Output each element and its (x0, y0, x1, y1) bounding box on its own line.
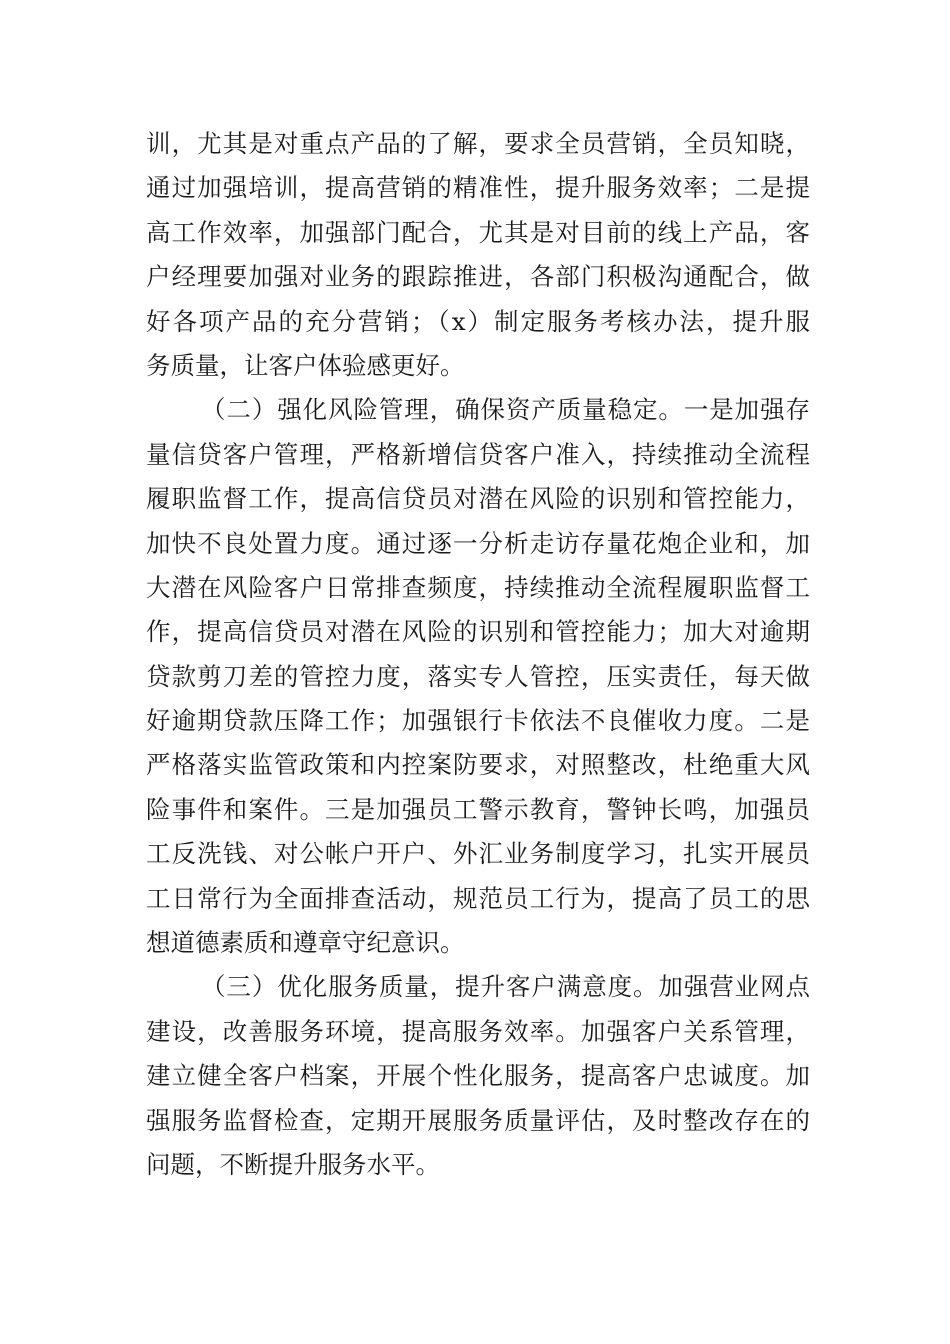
text-line: 问题，不断提升服务水平。 (146, 1149, 440, 1179)
text-line: 量信贷客户管理，严格新增信贷客户准入，持续推动全流程 (146, 439, 810, 469)
text-line: 强服务监督检查，定期开展服务质量评估，及时整改存在的 (146, 1105, 810, 1135)
text-line: 工日常行为全面排查活动，规范员工行为，提高了员工的思 (146, 883, 810, 913)
text-line: 户经理要加强对业务的跟踪推进，各部门积极沟通配合，做 (146, 262, 810, 292)
text-line: 工反洗钱、对公帐户开户、外汇业务制度学习，扎实开展员 (146, 839, 810, 869)
text-line: 好逾期贷款压降工作；加强银行卡依法不良催收力度。二是 (146, 706, 810, 736)
text-line: 大潜在风险客户日常排查频度，持续推动全流程履职监督工 (146, 572, 810, 602)
paragraph-2 (146, 388, 810, 965)
text-line: 履职监督工作，提高信贷员对潜在风险的识别和管控能力， (146, 484, 810, 514)
text-line: 想道德素质和遵章守纪意识。 (146, 928, 465, 958)
text-line: 贷款剪刀差的管控力度，落实专人管控，压实责任，每天做 (146, 661, 810, 691)
text-line: 建设，改善服务环境，提高服务效率。加强客户关系管理， (146, 1016, 810, 1046)
document-body (146, 122, 810, 1187)
text-line: 作，提高信贷员对潜在风险的识别和管控能力；加大对逾期 (146, 617, 810, 647)
text-line: 加快不良处置力度。通过逐一分析走访存量花炮企业和，加 (146, 528, 810, 558)
text-line: 训，尤其是对重点产品的了解，要求全员营销，全员知晓， (146, 129, 810, 158)
text-line: （三）优化服务质量，提升客户满意度。加强营业网点 (201, 972, 810, 1002)
text-line: 险事件和案件。三是加强员工警示教育，警钟长鸣，加强员 (146, 794, 810, 824)
text-line: （二）强化风险管理，确保资产质量稳定。一是加强存 (201, 395, 810, 425)
paragraph-3 (146, 965, 810, 1187)
text-line: 建立健全客户档案，开展个性化服务，提高客户忠诚度。加 (146, 1061, 810, 1091)
text-line: 好各项产品的充分营销；（x）制定服务考核办法，提升服 (146, 306, 810, 336)
paragraph-1 (146, 122, 810, 388)
text-line: 高工作效率，加强部门配合，尤其是对目前的线上产品，客 (146, 217, 810, 247)
text-line: 务质量，让客户体验感更好。 (146, 350, 465, 380)
text-line: 通过加强培训，提高营销的精准性，提升服务效率；二是提 (146, 173, 810, 203)
text-line: 严格落实监管政策和内控案防要求，对照整改，杜绝重大风 (146, 750, 810, 780)
